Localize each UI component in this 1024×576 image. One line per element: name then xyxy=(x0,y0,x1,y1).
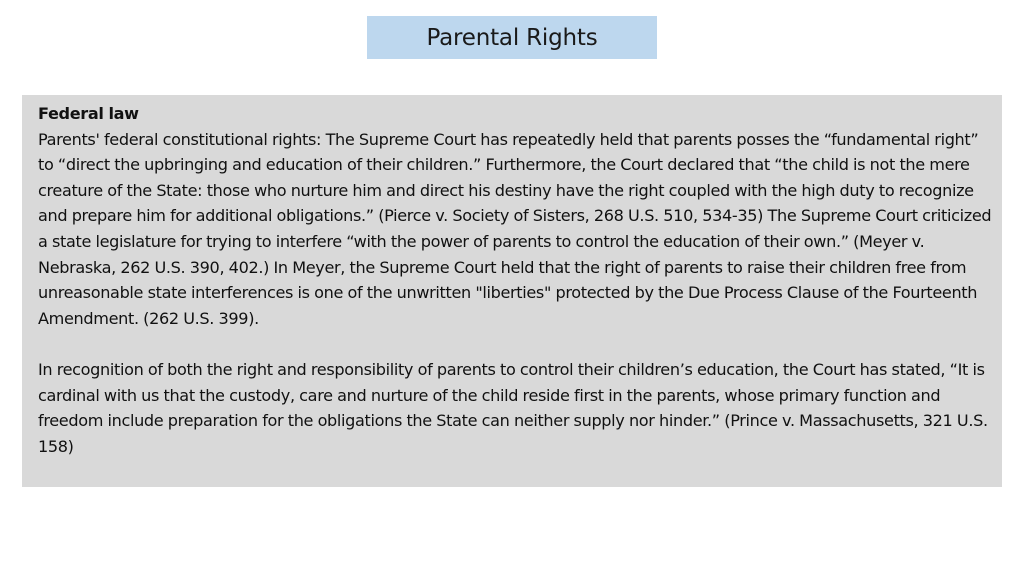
paragraph-gap xyxy=(38,331,992,357)
content-text-block-2 xyxy=(38,357,992,459)
paragraph-recognition: In recognition of both the right and responsibility of parents to control their children’s education, the Court has stated, “It is cardinal with us that the custody, care and nurture of the child reside first in the parents, whose primary function and freedom include preparation for the obligations the State can neither supply nor hinder.” (Prince v. Massachusetts, 321 U.S. 158) xyxy=(38,359,988,456)
content-box xyxy=(22,95,1002,487)
section-heading: Federal law xyxy=(38,104,139,123)
title-box xyxy=(367,16,657,59)
paragraph-parents-rights: Parents' federal constitutional rights: The Supreme Court has repeatedly held that parents posses the “fundamental right” to “direct the upbringing and education of their children.” Furthermore, the Court declared that “the child is not the mere creature of the State: those who nurture him and direct his destiny have the right coupled with the high duty to recognize and prepare him for additional obligations.” (Pierce v. Society of Sisters, 268 U.S. 510, 534-35) The Supreme Court criticized a state legislature for trying to interfere “with the power of parents to control the education of their own.” (Meyer v. Nebraska, 262 U.S. 390, 402.) In Meyer, the Supreme Court held that the right of parents to raise their children free from unreasonable state interferences is one of the unwritten "liberties" protected by the Due Process Clause of the Fourteenth Amendment. (262 U.S. 399). xyxy=(38,129,992,328)
content-text-block xyxy=(38,101,992,331)
slide-title: Parental Rights xyxy=(426,24,598,51)
